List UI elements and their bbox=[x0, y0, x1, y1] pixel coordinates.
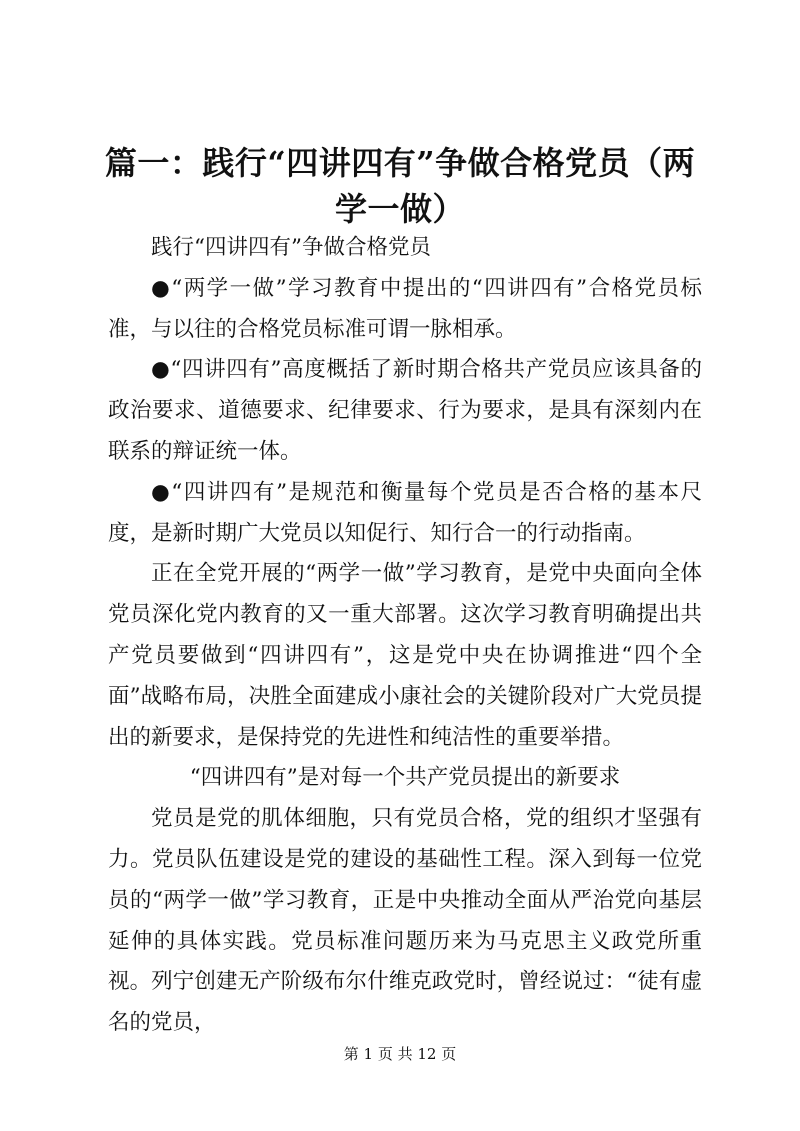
body-paragraph: 正在全党开展的“两学一做”学习教育，是党中央面向全体党员深化党内教育的又一重大部署。这次学习教育明确提出共产党员要做到“四讲四有”，这是党中央在协调推进“四个全面”战略布局，决胜全面建成小康社会的关键阶段对广大党员提出的新要求，是保持党的先进性和纯洁性的重要举措。 bbox=[108, 561, 702, 750]
bullet-paragraph: ●“四讲四有”是规范和衡量每个党员是否合格的基本尺度，是新时期广大党员以知促行、知行合一的行动指南。 bbox=[108, 479, 702, 546]
page-footer: 第 1 页 共 12 页 bbox=[343, 1045, 457, 1063]
bullet-paragraph: ●“两学一做”学习教育中提出的“四讲四有”合格党员标准，与以往的合格党员标准可谓一脉相承。 bbox=[108, 275, 702, 342]
section-heading: “四讲四有”是对每一个共产党员提出的新要求 bbox=[189, 765, 621, 791]
document-body bbox=[108, 228, 702, 1044]
document-title: 篇一：践行“四讲四有”争做合格党员（两学一做） bbox=[104, 144, 696, 228]
bullet-paragraph: ●“四讲四有”高度概括了新时期合格共产党员应该具备的政治要求、道德要求、纪律要求、行为要求，是具有深刻内在联系的辩证统一体。 bbox=[108, 357, 702, 464]
body-paragraph: 党员是党的肌体细胞，只有党员合格，党的组织才坚强有力。党员队伍建设是党的建设的基础性工程。深入到每一位党员的“两学一做”学习教育，正是中央推动全面从严治党向基层延伸的具体实践。党员标准问题历来为马克思主义政党所重视。列宁创建无产阶级布尔什维克政党时，曾经说过：“徒有虚名的党员， bbox=[108, 806, 702, 1036]
subtitle-paragraph: 践行“四讲四有”争做合格党员 bbox=[151, 235, 431, 260]
